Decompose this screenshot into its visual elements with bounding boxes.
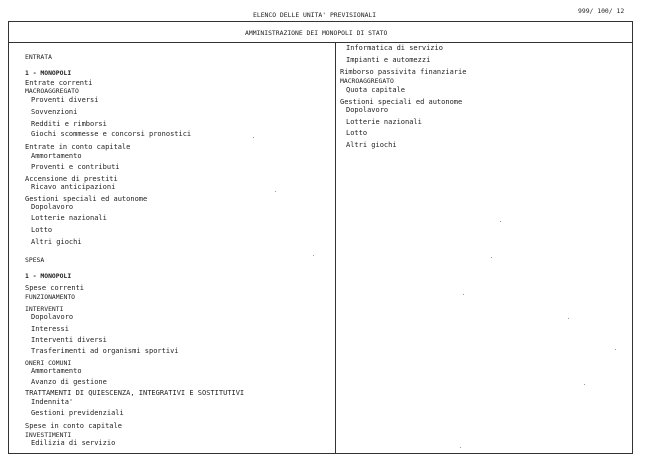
line-interventi: INTERVENTI: [25, 305, 64, 313]
scan-speck: [253, 137, 254, 138]
line-lotterie-nazionali: Lotterie nazionali: [31, 214, 107, 222]
line-spese-correnti: Spese correnti: [25, 284, 85, 292]
scan-speck: [460, 447, 461, 448]
line-entrate-conto-capitale: Entrate in conto capitale: [25, 143, 131, 151]
line-indennita: Indennita': [31, 398, 74, 406]
line-entrate-correnti: Entrate correnti: [25, 79, 93, 87]
line-gestioni-speciali-right: Gestioni speciali ed autonome: [340, 98, 463, 106]
line-gestioni-previdenziali: Gestioni previdenziali: [31, 409, 124, 417]
line-interessi: Interessi: [31, 325, 69, 333]
line-trasferimenti: Trasferimenti ad organismi sportivi: [31, 347, 179, 355]
line-dopolavoro-right: Dopolavoro: [346, 106, 389, 114]
line-lotterie-right: Lotterie nazionali: [346, 118, 422, 126]
line-informatica-servizio: Informatica di servizio: [346, 44, 443, 52]
line-ricavo-anticipazioni: Ricavo anticipazioni: [31, 183, 116, 191]
line-gestioni-speciali: Gestioni speciali ed autonome: [25, 195, 148, 203]
entrata-monopoli-heading: 1 - MONOPOLI: [25, 69, 72, 77]
line-interventi-diversi: Interventi diversi: [31, 336, 107, 344]
column-divider: [335, 42, 336, 454]
line-sovvenzioni: Sovvenzioni: [31, 108, 78, 116]
scan-speck: [313, 255, 314, 256]
header-divider: [8, 42, 633, 43]
scan-speck: [568, 318, 569, 319]
scan-speck: [463, 294, 464, 295]
line-macroaggregato: MACROAGGREGATO: [25, 87, 79, 95]
line-spese-conto-capitale: Spese in conto capitale: [25, 422, 122, 430]
line-altri-giochi-right: Altri giochi: [346, 141, 397, 149]
line-ammortamento-spesa: Ammortamento: [31, 367, 82, 375]
scan-speck: [584, 384, 585, 385]
line-impianti-automezzi: Impianti e automezzi: [346, 56, 431, 64]
section-spesa: SPESA: [25, 256, 45, 264]
line-lotto-right: Lotto: [346, 129, 368, 137]
section-entrata: ENTRATA: [25, 53, 52, 61]
line-quota-capitale: Quota capitale: [346, 86, 406, 94]
line-investimenti: INVESTIMENTI: [25, 431, 72, 439]
line-proventi-diversi: Proventi diversi: [31, 96, 99, 104]
line-dopolavoro: Dopolavoro: [31, 203, 74, 211]
line-avanzo-gestione: Avanzo di gestione: [31, 378, 107, 386]
scan-speck: [615, 349, 616, 350]
scan-speck: [491, 257, 492, 258]
administration-title: AMMINISTRAZIONE DEI MONOPOLI DI STATO: [245, 29, 388, 37]
line-rimborso-passivita: Rimborso passivita finanziarie: [340, 68, 467, 76]
line-funzionamento: FUNZIONAMENTO: [25, 293, 76, 301]
line-altri-giochi: Altri giochi: [31, 238, 82, 246]
line-lotto: Lotto: [31, 226, 53, 234]
line-proventi-contributi: Proventi e contributi: [31, 163, 120, 171]
line-trattamenti: TRATTAMENTI DI QUIESCENZA, INTEGRATIVI E SOSTITUTIVI: [25, 389, 245, 397]
line-macroaggregato-right: MACROAGGREGATO: [340, 77, 394, 85]
line-dopolavoro-spesa: Dopolavoro: [31, 313, 74, 321]
line-giochi-scommesse: Giochi scommesse e concorsi pronostici: [31, 130, 192, 138]
line-accensione-prestiti: Accensione di prestiti: [25, 175, 118, 183]
line-redditi-rimborsi: Redditi e rimborsi: [31, 120, 107, 128]
line-edilizia-servizio: Edilizia di servizio: [31, 439, 116, 447]
scan-speck: [500, 221, 501, 222]
line-oneri-comuni: ONERI COMUNI: [25, 359, 72, 367]
document-title: ELENCO DELLE UNITA' PREVISIONALI: [253, 11, 377, 19]
line-ammortamento: Ammortamento: [31, 152, 82, 160]
spesa-monopoli-heading: 1 - MONOPOLI: [25, 272, 72, 280]
scan-speck: [275, 191, 276, 192]
document-code: 999/ 100/ 12: [578, 7, 625, 15]
